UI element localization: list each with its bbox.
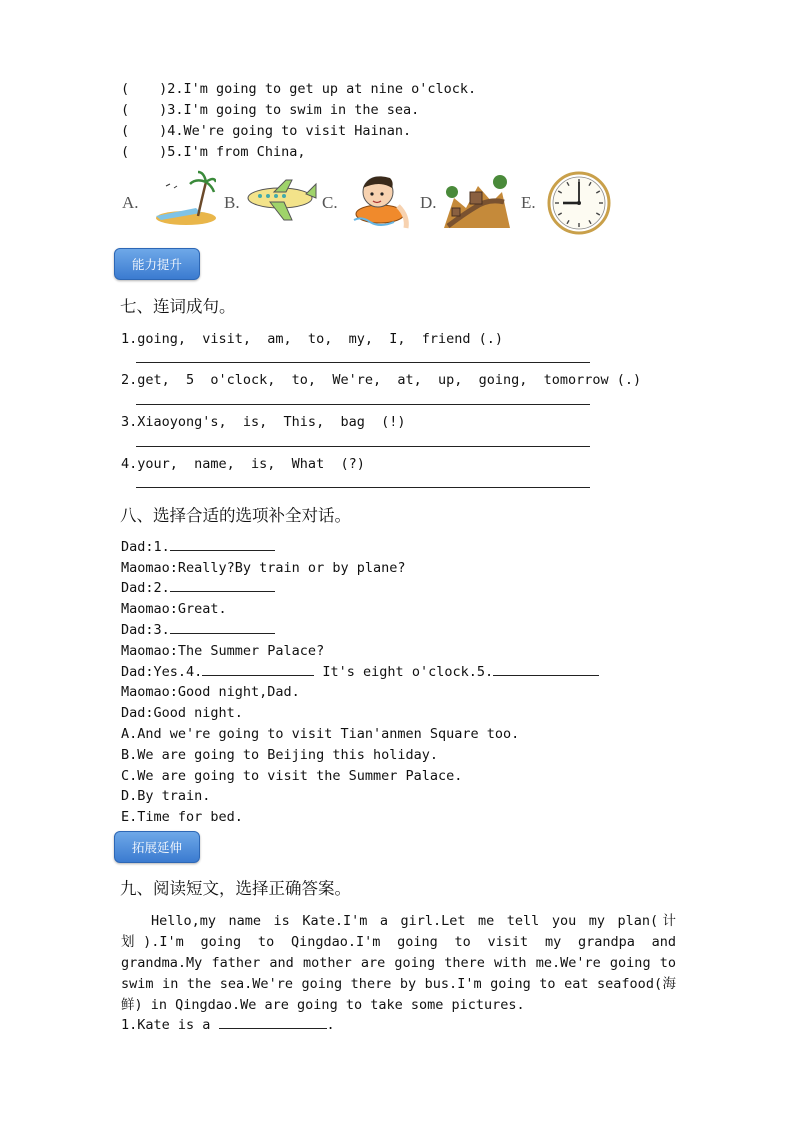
clock-nine-icon <box>546 170 612 236</box>
answer-line[interactable] <box>136 404 590 405</box>
matching-item: ( )4.We're going to visit Hainan. <box>121 123 412 139</box>
section-eight-title: 八、选择合适的选项补全对话。 <box>120 506 351 525</box>
answer-blank[interactable] <box>170 578 275 592</box>
matching-item: ( )2.I'm going to get up at nine o'clock. <box>121 81 477 97</box>
airplane-icon <box>244 176 318 224</box>
island-beach-icon <box>146 168 216 230</box>
section-nine-title: 九、阅读短文，选择正确答案。 <box>120 879 351 898</box>
extend-section-tab[interactable]: 拓展延伸 <box>114 831 200 863</box>
dialog-line: Dad:1. <box>121 537 275 557</box>
matching-item: ( )5.I'm from China, <box>121 144 306 160</box>
dialog-line: Maomao:Good night,Dad. <box>121 684 300 700</box>
dialog-line: Dad:3. <box>121 620 275 640</box>
option-letter: E. <box>521 193 536 212</box>
dialog-option: C.We are going to visit the Summer Palace. <box>121 768 463 784</box>
boy-swimming-icon <box>350 168 412 234</box>
dialog-line: Maomao:Great. <box>121 601 227 617</box>
answer-blank[interactable] <box>202 662 314 676</box>
dialog-option: B.We are going to Beijing this holiday. <box>121 747 438 763</box>
reading-question: 1.Kate is a . <box>121 1017 335 1033</box>
dialog-line: Maomao:The Summer Palace? <box>121 643 325 659</box>
option-letter: C. <box>322 193 338 212</box>
answer-blank[interactable] <box>219 1015 327 1029</box>
ability-section-tab[interactable]: 能力提升 <box>114 248 200 280</box>
answer-blank[interactable] <box>170 620 275 634</box>
sentence-prompt: 1.going, visit, am, to, my, I, friend (.) <box>121 331 504 347</box>
dialog-line: Maomao:Really?By train or by plane? <box>121 560 406 576</box>
dialog-line: Dad:Good night. <box>121 705 243 721</box>
dialog-option: E.Time for bed. <box>121 809 243 825</box>
sentence-prompt: 3.Xiaoyong's, is, This, bag (!) <box>121 414 406 430</box>
option-letter: D. <box>420 193 437 212</box>
dialog-line: Dad:2. <box>121 578 275 598</box>
sentence-prompt: 2.get, 5 o'clock, to, We're, at, up, going, tomorrow (.) <box>121 372 642 388</box>
great-wall-icon <box>444 168 510 234</box>
answer-line[interactable] <box>136 362 590 363</box>
dialog-line: Dad:Yes.4. It's eight o'clock.5. <box>121 662 599 682</box>
answer-blank[interactable] <box>170 537 275 551</box>
matching-item: ( )3.I'm going to swim in the sea. <box>121 102 420 118</box>
option-letter: B. <box>224 193 240 212</box>
sentence-prompt: 4.your, name, is, What (?) <box>121 456 365 472</box>
answer-line[interactable] <box>136 446 590 447</box>
dialog-option: D.By train. <box>121 788 211 804</box>
dialog-option: A.And we're going to visit Tian'anmen Square too. <box>121 726 520 742</box>
reading-passage: Hello,my name is Kate.I'm a girl.Let me tell you my plan(计划).I'm going to Qingdao.I'm going to visit my grandpa and grandma.My father and mother are going there with me.We're going to swim in the sea.We're going there by bus.I'm going to eat seafood(海鲜) in Qingdao.We are going to take some pictures. <box>121 913 676 1013</box>
answer-blank[interactable] <box>493 662 599 676</box>
section-seven-title: 七、连词成句。 <box>120 297 236 316</box>
option-letter: A. <box>122 193 139 212</box>
answer-line[interactable] <box>136 487 590 488</box>
